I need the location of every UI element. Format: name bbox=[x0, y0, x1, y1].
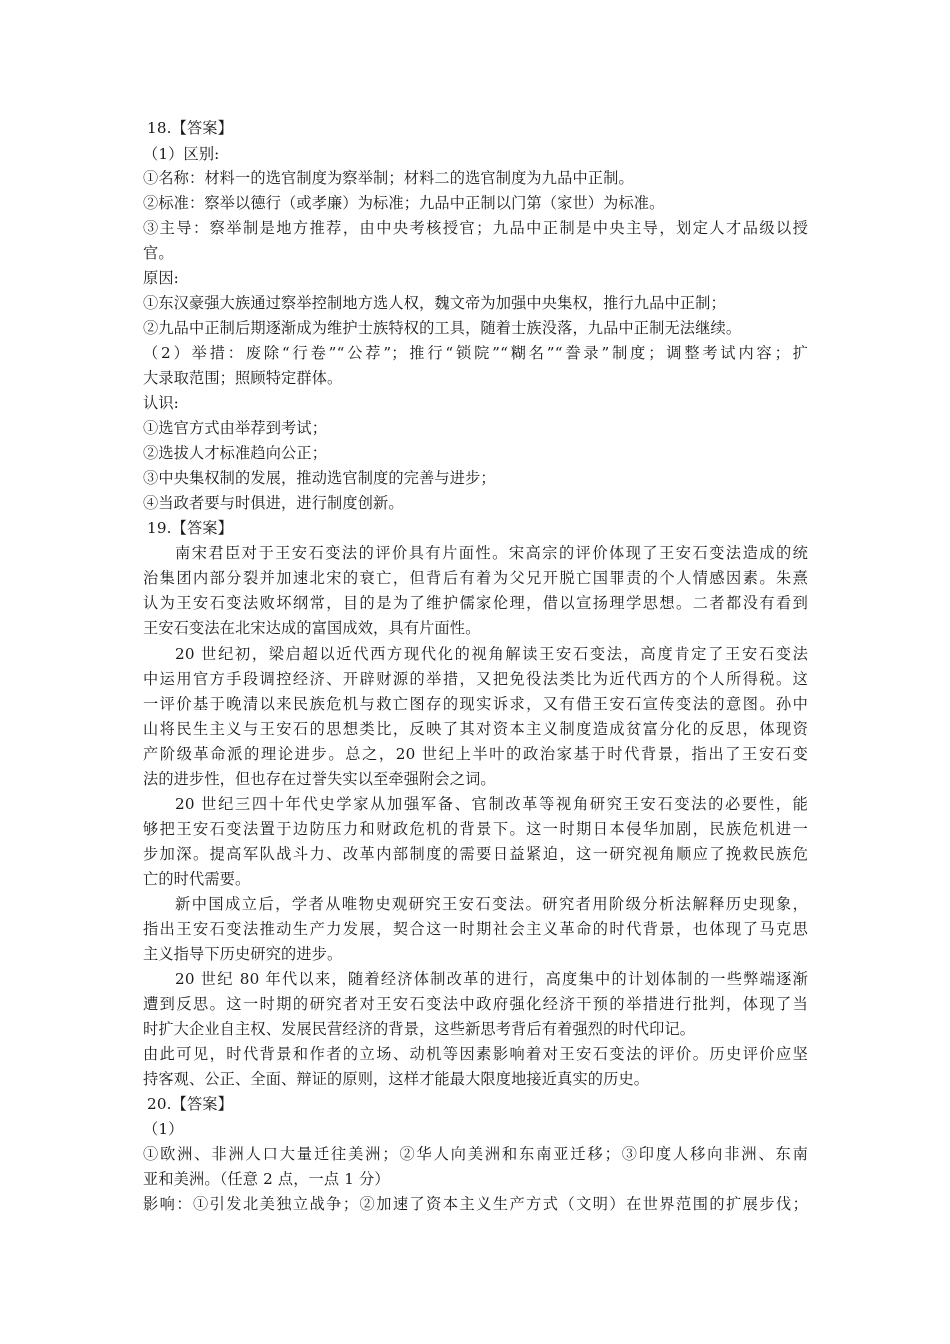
q19-p2-line: 山将民生主义与王安石的思想类比，反映了其对资本主义制度造成贫富分化的反思，体现资 bbox=[143, 720, 808, 738]
q19-conclusion-line: 持客观、公正、全面、辩证的原则，这样才能最大限度地接近真实的历史。 bbox=[143, 1070, 650, 1088]
q19-p3-line: 20 世纪三四十年代史学家从加强军备、官制改革等视角研究王安石变法的必要性，能 bbox=[175, 795, 808, 813]
q18-reason-label: 原因: bbox=[143, 269, 179, 287]
q19-p2-line: 法的进步性，但也存在过誉失实以至牵强附会之词。 bbox=[143, 770, 496, 788]
q19-conclusion-line: 由此可见，时代背景和作者的立场、动机等因素影响着对王安石变法的评价。历史评价应坚 bbox=[143, 1045, 808, 1063]
q20-answer-line2: 亚和美洲。（任意 2 点，一点 1 分） bbox=[143, 1170, 390, 1188]
q19-p2-line: 20 世纪初，梁启超以近代西方现代化的视角解读王安石变法，高度肯定了王安石变法 bbox=[175, 645, 808, 663]
q19-p3-line: 步加深。提高军队战斗力、改革内部制度的需要日益紧迫，这一研究视角顺应了挽救民族危 bbox=[143, 845, 808, 863]
q18-part2-line2: 大录取范围；照顾特定群体。 bbox=[143, 369, 343, 387]
q19-p3-line: 够把王安石变法置于边防压力和财政危机的背景下。这一时期日本侵华加剧，民族危机进一 bbox=[143, 820, 808, 838]
q19-p2-line: 中运用官方手段调控经济、开辟财源的举措，又把免役法类比为近代西方的个人所得税。这 bbox=[143, 670, 808, 688]
q18-view-2: ②选拔人才标准趋向公正； bbox=[143, 444, 328, 462]
q19-p1-line: 治集团内部分裂并加速北宋的衰亡，但背后有着为父兄开脱亡国罪责的个人情感因素。朱熹 bbox=[143, 569, 808, 587]
q19-p5-line: 20 世纪 80 年代以来，随着经济体制改革的进行，高度集中的计划体制的一些弊端逐渐 bbox=[175, 970, 808, 988]
q18-view-1: ①选官方式由举荐到考试； bbox=[143, 419, 328, 437]
q18-view-label: 认识: bbox=[143, 394, 179, 412]
q19-p2-line: 一评价基于晚清以来民族危机与救亡图存的现实诉求，又有借王安石宣传变法的意图。孙中 bbox=[143, 695, 808, 713]
q19-p4-line: 新中国成立后，学者从唯物史观研究王安石变法。研究者用阶级分析法解释历史现象， bbox=[175, 895, 808, 913]
q19-p3-line: 亡的时代需要。 bbox=[143, 870, 251, 888]
q19-p5-line: 遭到反思。这一时期的研究者对王安石变法中政府强化经济干预的举措进行批判，体现了当 bbox=[143, 995, 808, 1013]
q19-p1-line: 王安石变法在北宋达成的富国成效，具有片面性。 bbox=[143, 619, 481, 637]
q19-p1-line: 南宋君臣对于王安石变法的评价具有片面性。宋高宗的评价体现了王安石变法造成的统 bbox=[175, 544, 808, 562]
q18-difference-3-line1: ③主导：察举制是地方推荐，由中央考核授官；九品中正制是中央主导，划定人才品级以授 bbox=[143, 219, 808, 237]
q18-part1-label: （1）区别: bbox=[143, 145, 220, 163]
q20-impact-line: 影响：①引发北美独立战争；②加速了资本主义生产方式（文明）在世界范围的扩展步伐； bbox=[143, 1195, 808, 1213]
q18-part2-line1: （2）举措：废除“行卷”“公荐”；推行“锁院”“糊名”“誊录”制度；调整考试内容；扩 bbox=[143, 344, 808, 362]
q19-p4-line: 指出王安石变法推动生产力发展，契合这一时期社会主义革命的时代背景，也体现了马克思 bbox=[143, 920, 808, 938]
q19-heading: 19.【答案】 bbox=[147, 519, 233, 537]
q18-difference-3-line2: 官。 bbox=[143, 244, 174, 262]
q19-p5-line: 时扩大企业自主权、发展民营经济的背景，这些新思考背后有着强烈的时代印记。 bbox=[143, 1020, 696, 1038]
q18-reason-1: ①东汉豪强大族通过察举控制地方选人权，魏文帝为加强中央集权，推行九品中正制； bbox=[143, 294, 726, 312]
q20-answer-line1: ①欧洲、非洲人口大量迁往美洲；②华人向美洲和东南亚迁移；③印度人移向非洲、东南 bbox=[143, 1145, 808, 1163]
q19-p4-line: 主义指导下历史研究的进步。 bbox=[143, 945, 343, 963]
q18-difference-1: ①名称：材料一的选官制度为察举制；材料二的选官制度为九品中正制。 bbox=[143, 169, 634, 187]
q18-view-4: ④当政者要与时俱进，进行制度创新。 bbox=[143, 494, 404, 512]
q18-heading: 18.【答案】 bbox=[147, 119, 233, 137]
q19-p1-line: 认为王安石变法败坏纲常，目的是为了维护儒家伦理，借以宣扬理学思想。二者都没有看到 bbox=[143, 594, 808, 612]
q20-heading: 20.【答案】 bbox=[147, 1095, 233, 1113]
q18-reason-2: ②九品中正制后期逐渐成为维护士族特权的工具，随着士族没落，九品中正制无法继续。 bbox=[143, 319, 742, 337]
q18-difference-2: ②标准：察举以德行（或孝廉）为标准；九品中正制以门第（家世）为标准。 bbox=[143, 194, 665, 212]
q18-view-3: ③中央集权制的发展，推动选官制度的完善与进步； bbox=[143, 469, 496, 487]
q20-part1-label: （1） bbox=[143, 1120, 184, 1138]
q19-p2-line: 产阶级革命派的理论进步。总之，20 世纪上半叶的政治家基于时代背景，指出了王安石变 bbox=[143, 745, 808, 763]
